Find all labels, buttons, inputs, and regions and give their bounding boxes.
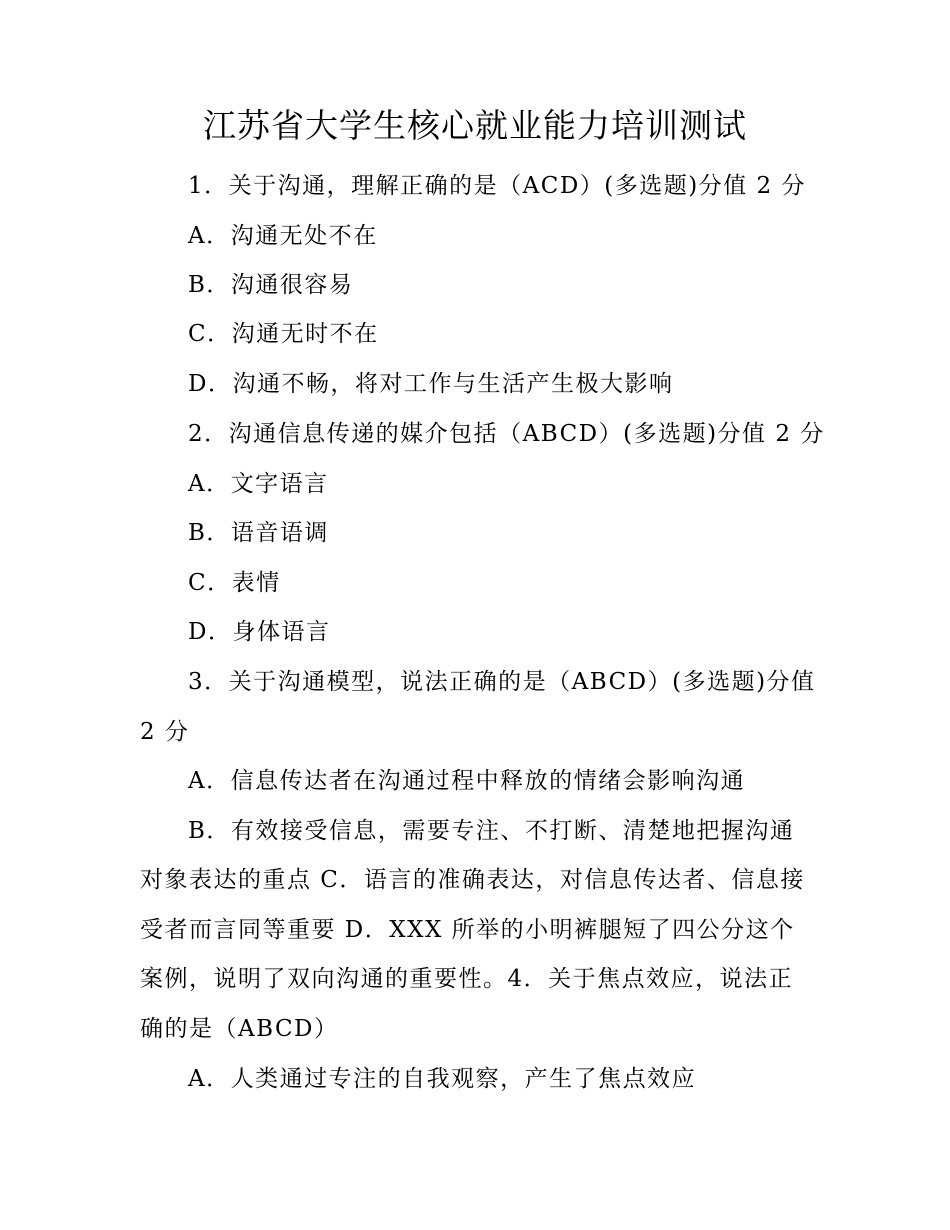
question-3-stem-continued: 2 分 [140,719,190,745]
question-3-stem: 3．关于沟通模型，说法正确的是（ABCD）(多选题)分值 [188,669,816,695]
question-2-option-d: D．身体语言 [188,619,331,645]
question-2-option-c: C．表情 [188,570,281,596]
question-1-option-d: D．沟通不畅，将对工作与生活产生极大影响 [188,371,674,397]
question-4-option-a: A．人类通过专注的自我观察，产生了焦点效应 [188,1066,697,1092]
question-2-stem: 2．沟通信息传递的媒介包括（ABCD）(多选题)分值 2 分 [188,421,825,447]
document-title: 江苏省大学生核心就业能力培训测试 [203,106,747,145]
question-1-option-a: A．沟通无处不在 [188,223,378,249]
question-1-option-b: B．沟通很容易 [188,272,354,298]
paragraph-line: 受者而言同等重要 D．XXX 所举的小明裤腿短了四公分这个 [140,917,795,943]
question-3-option-b: B．有效接受信息，需要专注、不打断、清楚地把握沟通 [188,818,795,844]
paragraph-line: 案例，说明了双向沟通的重要性。4．关于焦点效应，说法正 [140,966,794,992]
question-2-option-a: A．文字语言 [188,471,329,497]
paragraph-line: 对象表达的重点 C．语言的准确表达，对信息传达者、信息接 [140,867,805,893]
question-1-option-c: C．沟通无时不在 [188,321,379,347]
question-2-option-b: B．语音语调 [188,520,329,546]
question-3-option-a: A．信息传达者在沟通过程中释放的情绪会影响沟通 [188,768,746,794]
question-1-stem: 1．关于沟通，理解正确的是（ACD）(多选题)分值 2 分 [188,173,806,199]
paragraph-line: 确的是（ABCD） [140,1016,339,1042]
